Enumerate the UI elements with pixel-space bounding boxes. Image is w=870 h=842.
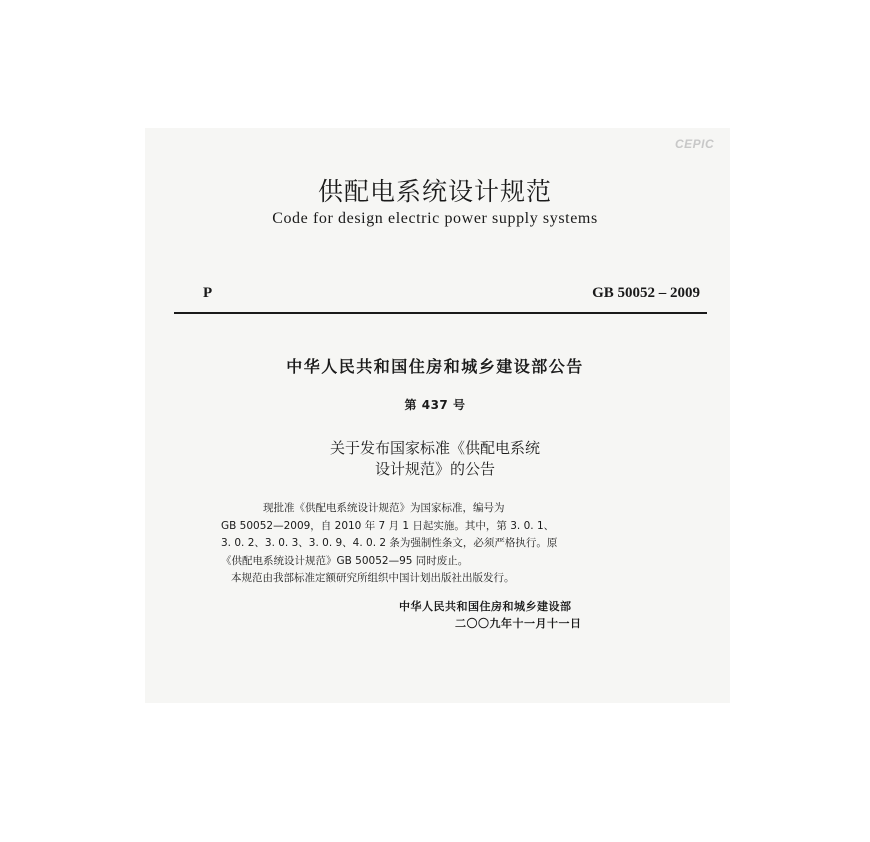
body-line: 现批准《供配电系统设计规范》为国家标准，编号为: [263, 502, 505, 514]
subject-line: 设计规范》的公告: [374, 460, 495, 478]
document-title-english: Code for design electric power supply systems: [272, 210, 598, 227]
document-title-chinese: 供配电系统设计规范: [317, 177, 552, 206]
body-line: 《供配电系统设计规范》GB 50052—95 同时废止。: [221, 554, 469, 567]
signer: 中华人民共和国住房和城乡建设部: [399, 600, 572, 613]
body-line: 3. 0. 2、3. 0. 3、3. 0. 9、4. 0. 2 条为强制性条文，必须严格执行。原: [221, 537, 558, 549]
announcement-heading: 中华人民共和国住房和城乡建设部公告: [286, 357, 584, 376]
category-code: P: [203, 285, 213, 301]
announcement-body: [221, 500, 661, 588]
announcement-subject: [0, 438, 870, 480]
subject-line: 关于发布国家标准《供配电系统: [329, 439, 540, 457]
body-line: 本规范由我部标准定额研究所组织中国计划出版社出版发行。: [231, 572, 515, 584]
issue-date: 二〇〇九年十一月十一日: [455, 617, 582, 630]
watermark-logo: CEPIC: [675, 137, 715, 151]
body-line: GB 50052—2009，自 2010 年 7 月 1 日起实施。其中，第 3. 0. 1、: [221, 519, 555, 532]
standard-number: GB 50052 – 2009: [592, 285, 700, 301]
announcement-number: 第 437 号: [404, 398, 466, 412]
header-divider: [174, 312, 707, 314]
